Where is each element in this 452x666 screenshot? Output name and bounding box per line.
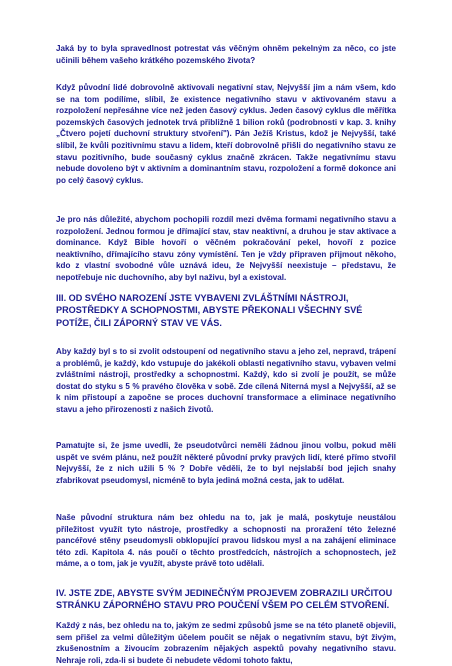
paragraph-4: Aby každý byl s to si zvolit odstoupení od negativního stavu a jeho zel, nepravd, trápení a problémů, je každý, kdo vstupuje do jakékoli oblasti negativního stavu, vybaven velmi zvláštními nástroji, prostředky a schopnostmi. Každý, kdo si zvolí je použít, se může dostat do styku s 5 % pravého člověka v sobě. Zde cílená Niterná mysl a Nejvyšší, až se k nim přistoupí a započne se proces duchovní transformace a eliminace negativního stavu a jeho přirozenosti z našich životů.: [56, 347, 396, 414]
paragraph-1: Jaká by to byla spravedlnost potrestat vás věčným ohněm pekelným za něco, co jste učinili během vašeho krátkého pozemského života?: [56, 44, 396, 65]
section-heading-4: IV. JSTE ZDE, ABYSTE SVÝM JEDINEČNÝM PROJEVEM ZOBRAZILI URČITOU STRÁNKU ZÁPORNÉHO STAVU PRO POUČENÍ VŠEM PO CELÉM STVOŘENÍ.: [56, 588, 393, 611]
paragraph-7: Každý z nás, bez ohledu na to, jakým ze sedmi způsobů jsme se na této planetě objevili, sem přišel za velmi důležitým účelem poučit se nějak o negativním stavu, být živým, zkušenostním a živoucím zobrazením nějakých aspektů povahy negativního stavu. Nehraje roli, zda-li si budete či nebudete vědomi tohoto faktu,: [56, 621, 396, 665]
paragraph-3: Je pro nás důležité, abychom pochopili rozdíl mezi dvěma formami negativního stavu a rozpoložení. Jednou formou je dřímající stav, stav neaktivní, a druhou je stav aktivace a dominance. Když Bible hovoří o věčném pokračování pekel, hovoří z pozice neaktivního, dřímajícího stavu zóny vymístění. Ten je vždy připraven přijmout někoho, kdo z vlastní svobodné vůle uznává ideu, že Nejvyšší neexistuje – představu, že nepotřebuje nic duchovního, aby byl naživu, byl a existoval.: [56, 215, 396, 282]
section-heading-3: III. OD SVÉHO NAROZENÍ JSTE VYBAVENI ZVLÁŠTNÍMI NÁSTROJI, PROSTŘEDKY A SCHOPNOSTMI, ABYSTE PŘEKONALI VŠECHNY SVÉ POTÍŽE, ČILI ZÁPORNÝ STAV VE VÁS.: [56, 293, 363, 328]
paragraph-6: Naše původní struktura nám bez ohledu na to, jak je malá, poskytuje neustálou příležitost využít tyto nástroje, prostředky a schopnosti na proražení této železné pancéřové stěny pseudomysli obklopující pravou lidskou mysl a na zahájení eliminace této zdi. Kapitola 4. nás poučí o těchto prostředcích, nástrojích a schopnostech, jež máme, a o tom, jak je využít, abyste právě toto udělali.: [56, 513, 396, 569]
paragraph-2: Když původní lidé dobrovolně aktivovali negativní stav, Nejvyšší jim a nám všem, kdo se na tom podílíme, slíbil, že existence negativního stavu v aktivovaném stavu a rozpoložení nepřesáhne více než jeden časový cyklus. Jeden časový cyklus dle měřítka pozemských časových jednotek trvá přibližně 1 bilion roků (podrobnosti v kap. 3. knihy „Čtvero pojetí duchovní struktury stvoření"). Pán Ježíš Kristus, kdož je Nejvyšší, také slíbil, že kvůli pozitivnímu stavu a lidem, kteří dobrovolně přišli do negativního stavu ze stavu pozitivního, bude současný cyklus značně zkrácen. Takže negativnímu stavu nebude dovoleno být v aktivním a dominantním stavu, rozpoložení a formě dokonce ani po celý časový cyklus.: [56, 83, 396, 185]
paragraph-5: Pamatujte si, že jsme uvedli, že pseudotvůrci neměli žádnou jinou volbu, pokud měli uspět ve svém plánu, než použít některé původní prvky pravých lidí, které přímo stvořil Nejvyšší, že z nich užili 5 % ? Dobře věděli, že to byl nejslabší bod jejich snahy zfabrikovat pseudomysl, nicméně to byla jediná možná cesta, jak to udělat.: [56, 441, 396, 485]
